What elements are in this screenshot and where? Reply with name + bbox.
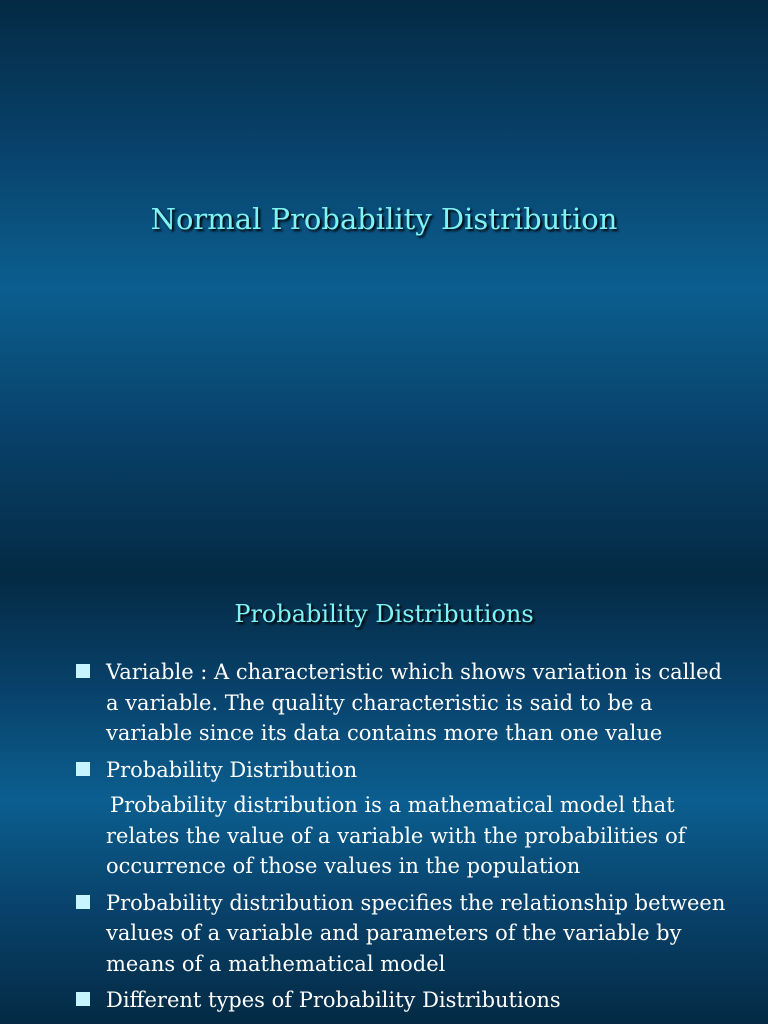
bullet-item — [0, 888, 768, 980]
slide-heading: Probability Distributions — [234, 600, 534, 628]
square-bullet-icon — [76, 664, 90, 678]
slide-probability-distributions — [0, 576, 768, 1024]
bullet-subtext: Probability distribution is a mathematical model that relates the value of a variable with the probabilities of occurrence of those values in the population — [106, 793, 686, 878]
bullet-item — [0, 985, 768, 1016]
bullet-item — [0, 657, 768, 749]
square-bullet-icon — [76, 762, 90, 776]
slide-title: Normal Probability Distribution — [150, 202, 618, 236]
bullet-text: Probability distribution specifies the relationship between values of a variable and parameters of the variable by means of a mathematical model — [106, 890, 726, 976]
bullet-text: Probability Distribution — [106, 757, 358, 782]
bullet-text: Variable : A characteristic which shows variation is called a variable. The quality characteristic is said to be a variable since its data contains more than one value — [106, 660, 722, 745]
bullet-text: Different types of Probability Distributions — [106, 988, 561, 1012]
bullet-item — [0, 755, 768, 882]
square-bullet-icon — [76, 895, 90, 909]
bullet-list — [0, 657, 768, 1022]
square-bullet-icon — [76, 992, 90, 1006]
